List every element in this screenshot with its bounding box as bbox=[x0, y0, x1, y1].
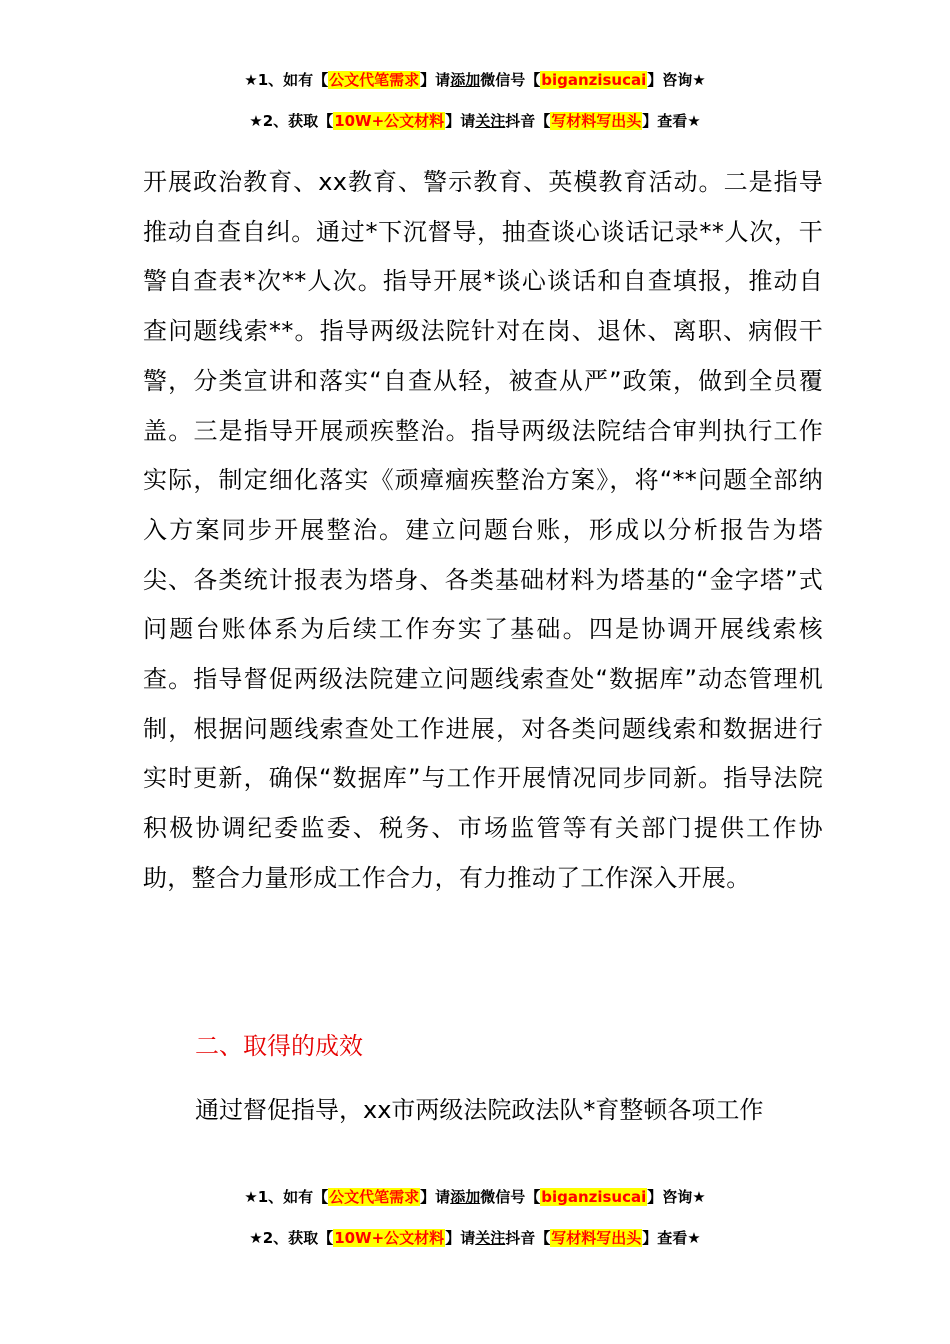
highlight-badge: 10W+公文材料 bbox=[334, 112, 445, 130]
banner-text: 抖音【 bbox=[505, 1229, 551, 1247]
banner-text: 微信号【 bbox=[480, 71, 541, 89]
banner-underlined-text: 关注 bbox=[475, 1229, 506, 1247]
header-banner-line-2 bbox=[0, 109, 950, 133]
header-banner-line-1 bbox=[0, 68, 950, 92]
banner-text: 】请 bbox=[420, 1188, 451, 1206]
banner-text: ★1、如有【 bbox=[244, 71, 329, 89]
banner-text: 】请 bbox=[445, 112, 476, 130]
banner-text: 】咨询★ bbox=[647, 71, 706, 89]
highlight-badge: biganzisucai bbox=[541, 71, 647, 89]
highlight-badge: biganzisucai bbox=[541, 1188, 647, 1206]
banner-underlined-text: 关注 bbox=[475, 112, 506, 130]
banner-text: 】请 bbox=[420, 71, 451, 89]
section-heading: 二、取得的成效 bbox=[195, 1032, 363, 1060]
banner-text: ★2、获取【 bbox=[249, 112, 334, 130]
banner-text: 抖音【 bbox=[505, 112, 551, 130]
highlight-badge: 公文代笔需求 bbox=[329, 71, 420, 89]
banner-underlined-text: 添加 bbox=[450, 1188, 481, 1206]
banner-underlined-text: 添加 bbox=[450, 71, 481, 89]
footer-banner-line-1 bbox=[0, 1185, 950, 1209]
banner-text: 】查看★ bbox=[642, 1229, 701, 1247]
highlight-badge: 公文代笔需求 bbox=[329, 1188, 420, 1206]
banner-text: 】查看★ bbox=[642, 112, 701, 130]
highlight-badge: 写材料写出头 bbox=[551, 1229, 642, 1247]
body-paragraph: 开展政治教育、xx教育、警示教育、英模教育活动。二是指导推动自查自纠。通过*下沉督导，抽查谈心谈话记录**人次，干警自查表*次**人次。指导开展*谈心谈话和自查填报，推动自查问题线索**。指导两级法院针对在岗、退休、离职、病假干警，分类宣讲和落实“自查从轻，被查从严”政策，做到全员覆盖。三是指导开展顽疾整治。指导两级法院结合审判执行工作实际，制定细化落实《顽瘴痼疾整治方案》，将“**问题全部纳入方案同步开展整治。建立问题台账，形成以分析报告为塔尖、各类统计报表为塔身、各类基础材料为塔基的“金字塔”式问题台账体系为后续工作夯实了基础。四是协调开展线索核查。指导督促两级法院建立问题线索查处“数据库”动态管理机制，根据问题线索查处工作进展，对各类问题线索和数据进行实时更新，确保“数据库”与工作开展情况同步同新。指导法院积极协调纪委监委、税务、市场监管等有关部门提供工作协助，整合力量形成工作合力，有力推动了工作深入开展。 bbox=[143, 168, 823, 892]
banner-text: 】咨询★ bbox=[647, 1188, 706, 1206]
banner-text: 微信号【 bbox=[480, 1188, 541, 1206]
banner-text: ★2、获取【 bbox=[249, 1229, 334, 1247]
next-paragraph: 通过督促指导，xx市两级法院政法队*育整顿各项工作 bbox=[195, 1096, 764, 1124]
banner-text: 】请 bbox=[445, 1229, 476, 1247]
banner-text: ★1、如有【 bbox=[244, 1188, 329, 1206]
highlight-badge: 写材料写出头 bbox=[551, 112, 642, 130]
highlight-badge: 10W+公文材料 bbox=[334, 1229, 445, 1247]
footer-banner-line-2 bbox=[0, 1226, 950, 1250]
